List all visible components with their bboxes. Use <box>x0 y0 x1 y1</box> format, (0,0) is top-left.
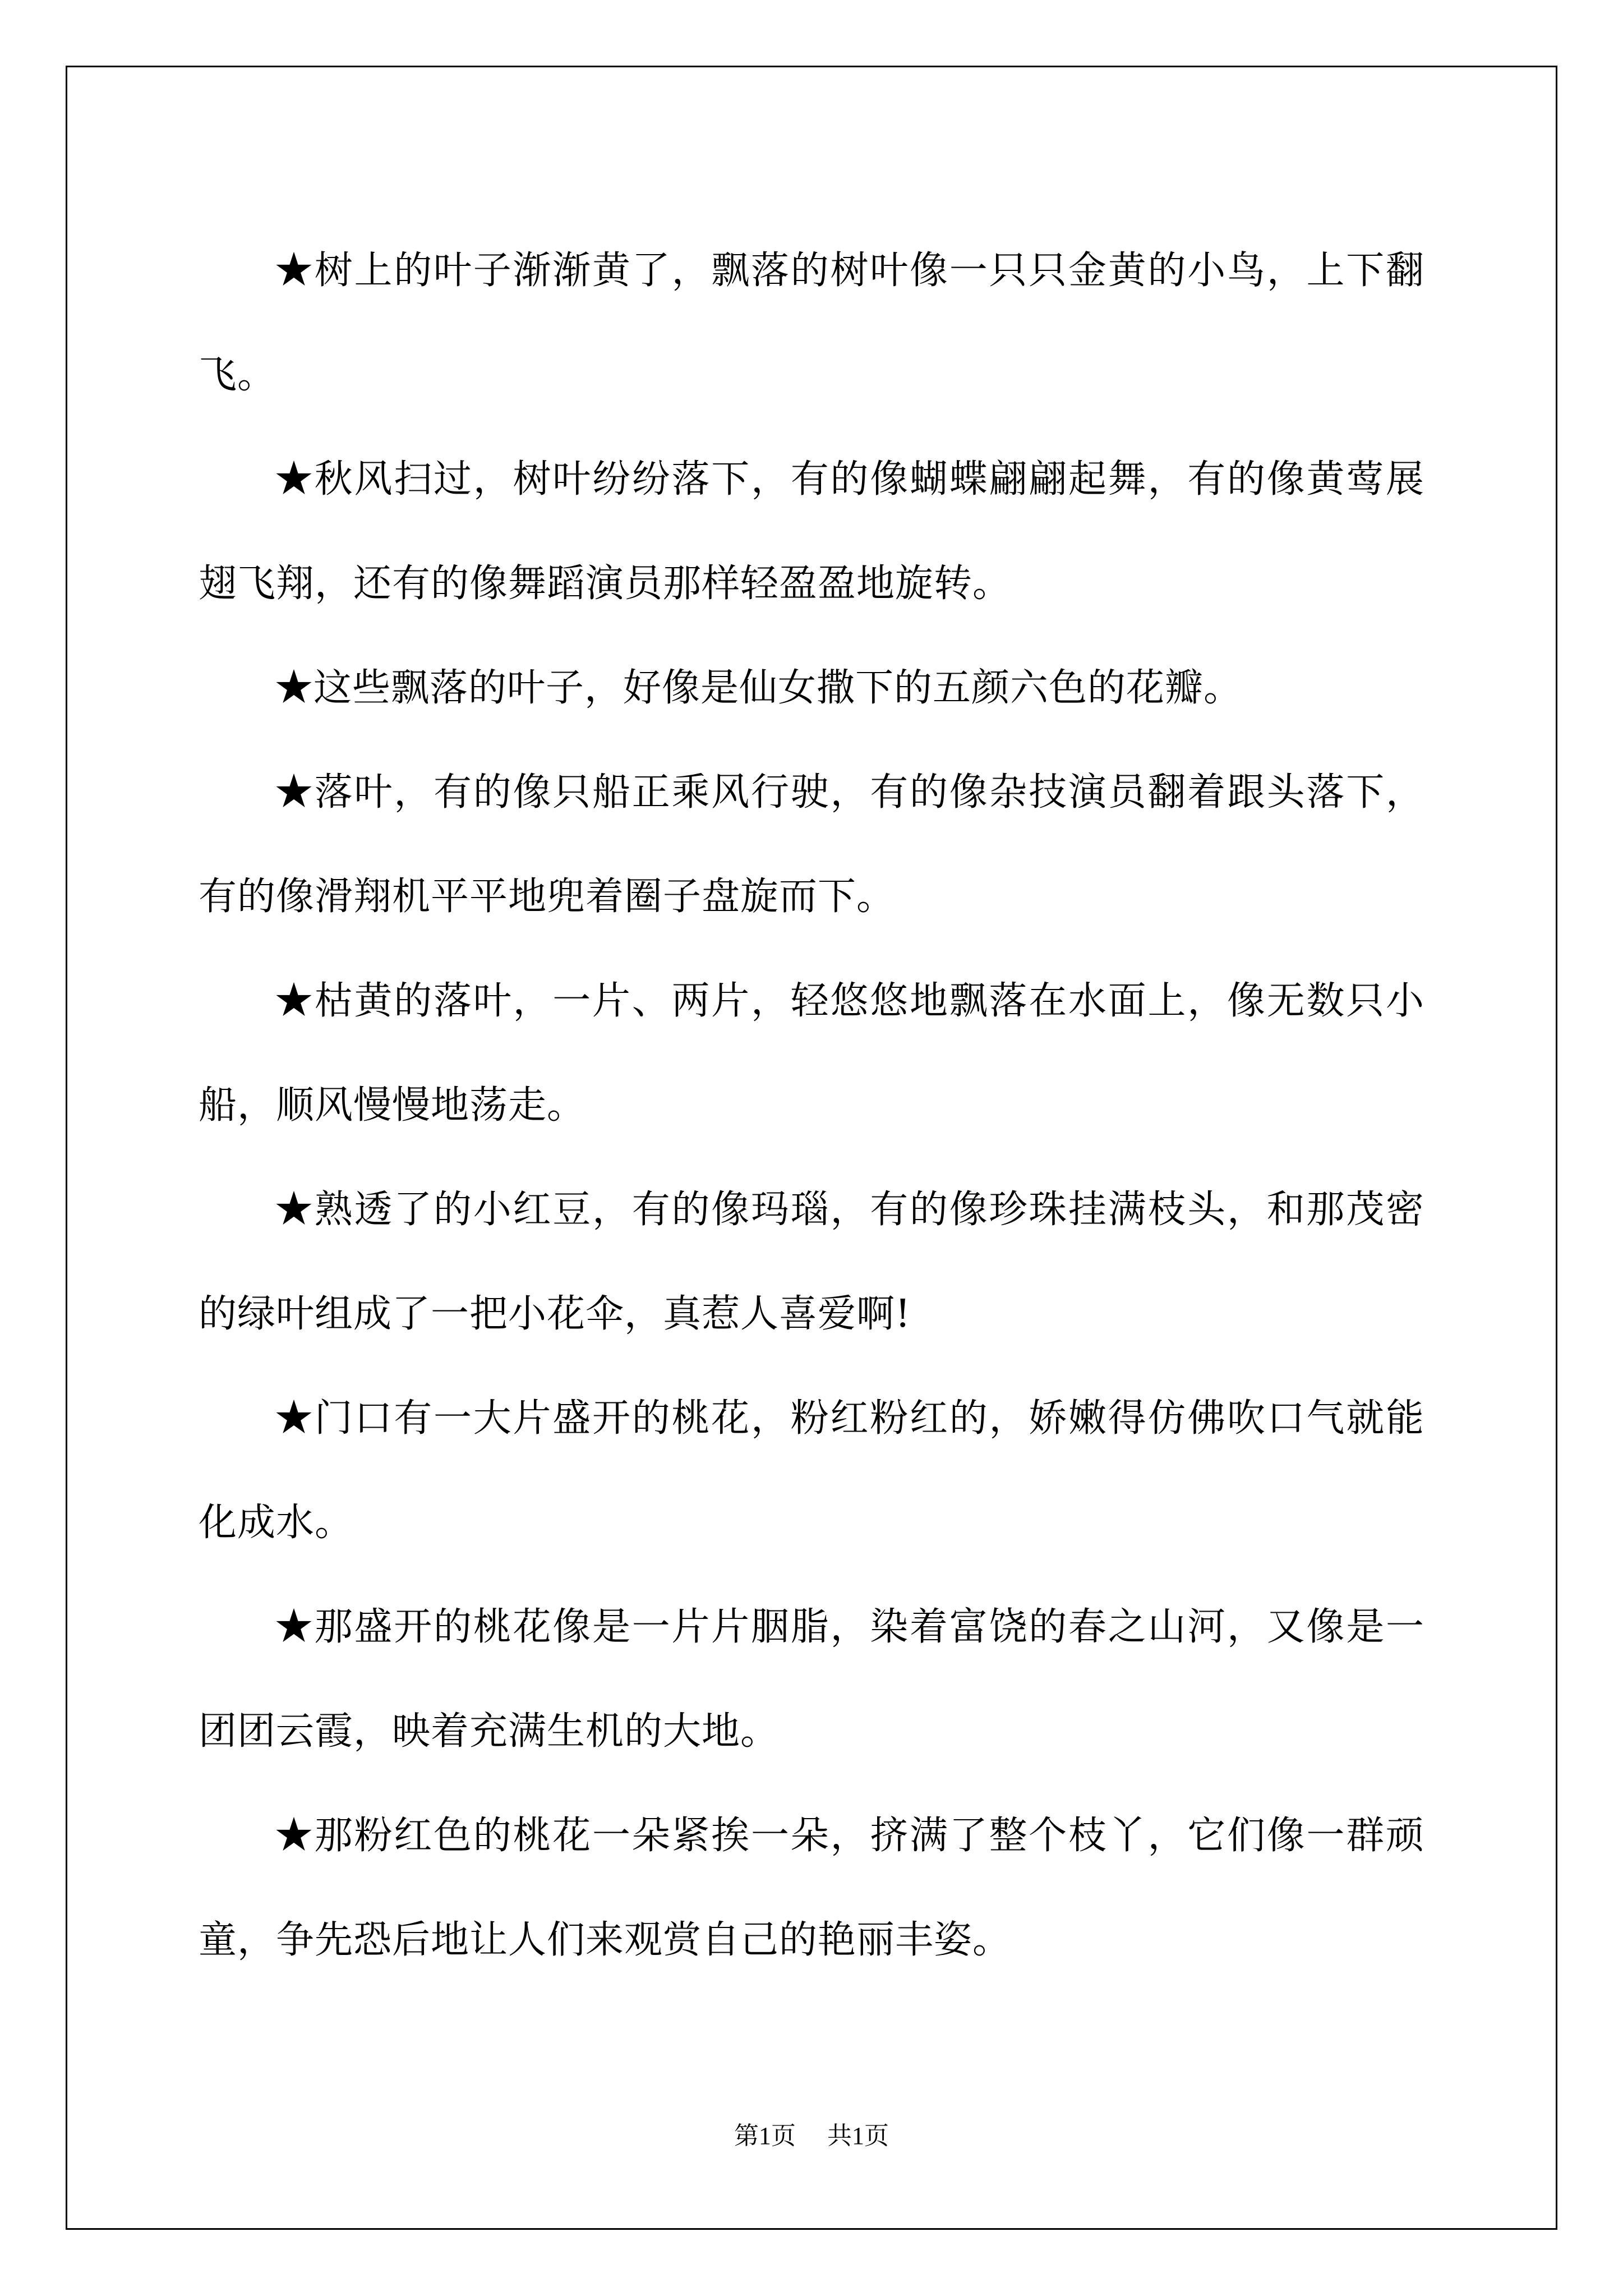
paragraph-9: ★那粉红色的桃花一朵紧挨一朵，挤满了整个枝丫，它们像一群顽童，争先恐后地让人们来观赏自己的艳丽丰姿。 <box>199 1814 1424 1962</box>
paragraph-4: ★落叶，有的像只船正乘风行驶，有的像杂技演员翻着跟头落下，有的像滑翔机平平地兜着圈子盘旋而下。 <box>199 770 1424 919</box>
paragraph-1: ★树上的叶子渐渐黄了，飘落的树叶像一只只金黄的小鸟，上下翻飞。 <box>199 249 1424 397</box>
paragraph-7: ★门口有一大片盛开的桃花，粉红粉红的，娇嫩得仿佛吹口气就能化成水。 <box>199 1396 1424 1545</box>
paragraph-5: ★枯黄的落叶，一片、两片，轻悠悠地飘落在水面上，像无数只小船，顺风慢慢地荡走。 <box>199 979 1424 1128</box>
paragraph-6: ★熟透了的小红豆，有的像玛瑙，有的像珍珠挂满枝头，和那茂密的绿叶组成了一把小花伞，真惹人喜爱啊! <box>199 1188 1424 1336</box>
paragraph-2: ★秋风扫过，树叶纷纷落下，有的像蝴蝶翩翩起舞，有的像黄莺展翅飞翔，还有的像舞蹈演员那样轻盈盈地旋转。 <box>199 457 1424 606</box>
paragraph-3: ★这些飘落的叶子，好像是仙女撒下的五颜六色的花瓣。 <box>275 666 1243 710</box>
page-total: 共1页 <box>827 2122 889 2150</box>
paragraph-8: ★那盛开的桃花像是一片片胭脂，染着富饶的春之山河，又像是一团团云霞，映着充满生机的大地。 <box>199 1605 1424 1754</box>
page-footer <box>0 2119 1623 2153</box>
document-body <box>199 219 1424 1993</box>
page-number: 第1页 <box>734 2122 796 2150</box>
